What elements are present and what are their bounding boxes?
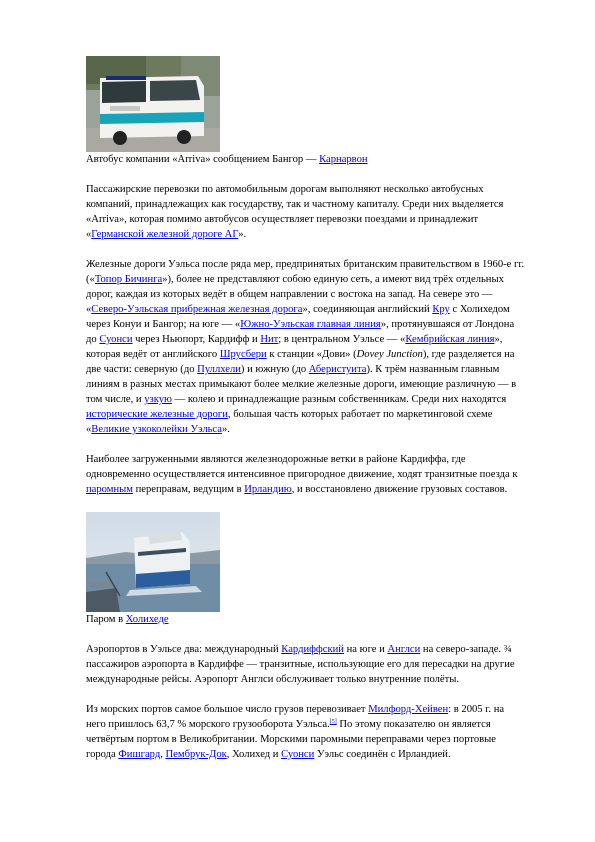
link-ireland[interactable]: Ирландию bbox=[244, 484, 292, 495]
link-milford-haven[interactable]: Милфорд-Хейвен bbox=[368, 704, 449, 715]
link-narrow-gauge[interactable]: узкую bbox=[144, 394, 172, 405]
link-shrewsbury[interactable]: Шрусбери bbox=[219, 349, 267, 360]
link-south-wales-main-line[interactable]: Южно-Уэльская главная линия bbox=[240, 319, 381, 330]
bus-photo bbox=[86, 56, 220, 152]
link-pwllheli[interactable]: Пуллхели bbox=[197, 364, 241, 375]
ferry-photo bbox=[86, 512, 220, 612]
link-beeching-axe[interactable]: Топор Бичинга bbox=[94, 274, 163, 285]
document-page bbox=[86, 56, 526, 762]
paragraph-cardiff-rail: Наиболее загруженными являются железнодорожные ветки в районе Кардиффа, где одновременно осуществляется интенсивное пригородное движение, ходят транзитные поезда к паромным переправам, ведущим в Ирландию, и восстановлено движение грузовых составов. bbox=[86, 454, 518, 495]
link-crewe[interactable]: Кру bbox=[432, 304, 450, 315]
link-aberystwyth[interactable]: Аберистуита bbox=[308, 364, 367, 375]
bus-caption: Автобус компании «Arriva» сообщением Бангор — Карнарвон bbox=[86, 154, 368, 165]
paragraph-ports: Из морских портов самое большое число грузов перевозивает Милфорд-Хейвен: в 2005 г. на него пришлось 63,7 % морского грузооборота Уэльса.[5] По этому показателю он является четвёртым портом в Великобритании. Морскими паромными переправами через портовые города Фишгард, Пембрук-Док, Холихед и Суонси Уэльс соединён с Ирландией. bbox=[86, 704, 505, 760]
link-north-wales-coast-line[interactable]: Северо-Уэльская прибрежная железная дорога bbox=[91, 304, 303, 315]
link-holyhead[interactable]: Холихеде bbox=[125, 614, 169, 625]
link-deutsche-bahn[interactable]: Германской железной дороге АГ bbox=[91, 229, 239, 240]
link-swansea[interactable]: Суонси bbox=[99, 334, 133, 345]
paragraph-railways: Железные дороги Уэльса после ряда мер, предпринятых британским правительством в 1960-е гг. («Топор Бичинга»), более не представляют собою единую сеть, а имеют вид трёх отдельных дорог, каждая из которых ведёт в общем направлении с востока на запад. На севере это — «Северо-Уэльская прибрежная железная дорога», соединяющая английский Кру с Холихедом через Конуи и Бангор; на юге — «Южно-Уэльская главная линия», протянувшаяся от Лондона до Суонси через Ньюпорт, Кардифф и Нит; в центральном Уэльсе — «Кембрийская линия», которая ведёт от английского Шрусбери к станции «Дови» (Dovey Junction), где разделяется на две части: северную (до Пуллхели) и южную (до Аберистуита). К трём названным главным линиям в разных местах примыкают более мелкие железные дороги, имеющие различную — в том числе, и узкую — колею и принадлежащие разным собственникам. Среди них находятся исторические железные дороги, большая часть которых работает по маркетинговой схеме «Великие узкоколейки Уэльса». bbox=[86, 259, 525, 435]
link-pembroke-dock[interactable]: Пембрук-Док bbox=[165, 749, 227, 760]
paragraph-airports: Аэропортов в Уэльсе два: международный Кардиффский на юге и Англси на северо-западе. ¾ пассажиров аэропорта в Кардиффе — транзитные, использующие его для пересадки на другие международные рейсы. Аэропорт Англси обслуживает только внутренние полёты. bbox=[86, 644, 515, 685]
ferry-caption: Паром в Холихеде bbox=[86, 614, 169, 625]
link-heritage-railways[interactable]: исторические железные дороги bbox=[86, 409, 228, 420]
link-great-little-trains[interactable]: Великие узкоколейки Уэльса bbox=[91, 424, 222, 435]
link-ferry[interactable]: паромным bbox=[86, 484, 133, 495]
link-caernarfon[interactable]: Карнарвон bbox=[319, 154, 368, 165]
link-neath[interactable]: Нит bbox=[260, 334, 279, 345]
link-anglesey[interactable]: Англси bbox=[387, 644, 421, 655]
link-cambrian-line[interactable]: Кембрийская линия bbox=[405, 334, 495, 345]
link-cardiff-airport[interactable]: Кардиффский bbox=[281, 644, 344, 655]
footnote-ref-5[interactable]: [5] bbox=[329, 719, 337, 725]
paragraph-buses: Пассажирские перевозки по автомобильным дорогам выполняют несколько автобусных компаний, принадлежащих как государству, так и частному капиталу. Среди них выделяется «Arriva», которая помимо автобусов осуществляет перевозки поездами и принадлежит «Германской железной дороге АГ». bbox=[86, 184, 504, 240]
link-fishguard[interactable]: Фишгард bbox=[118, 749, 161, 760]
link-swansea-port[interactable]: Суонси bbox=[281, 749, 315, 760]
